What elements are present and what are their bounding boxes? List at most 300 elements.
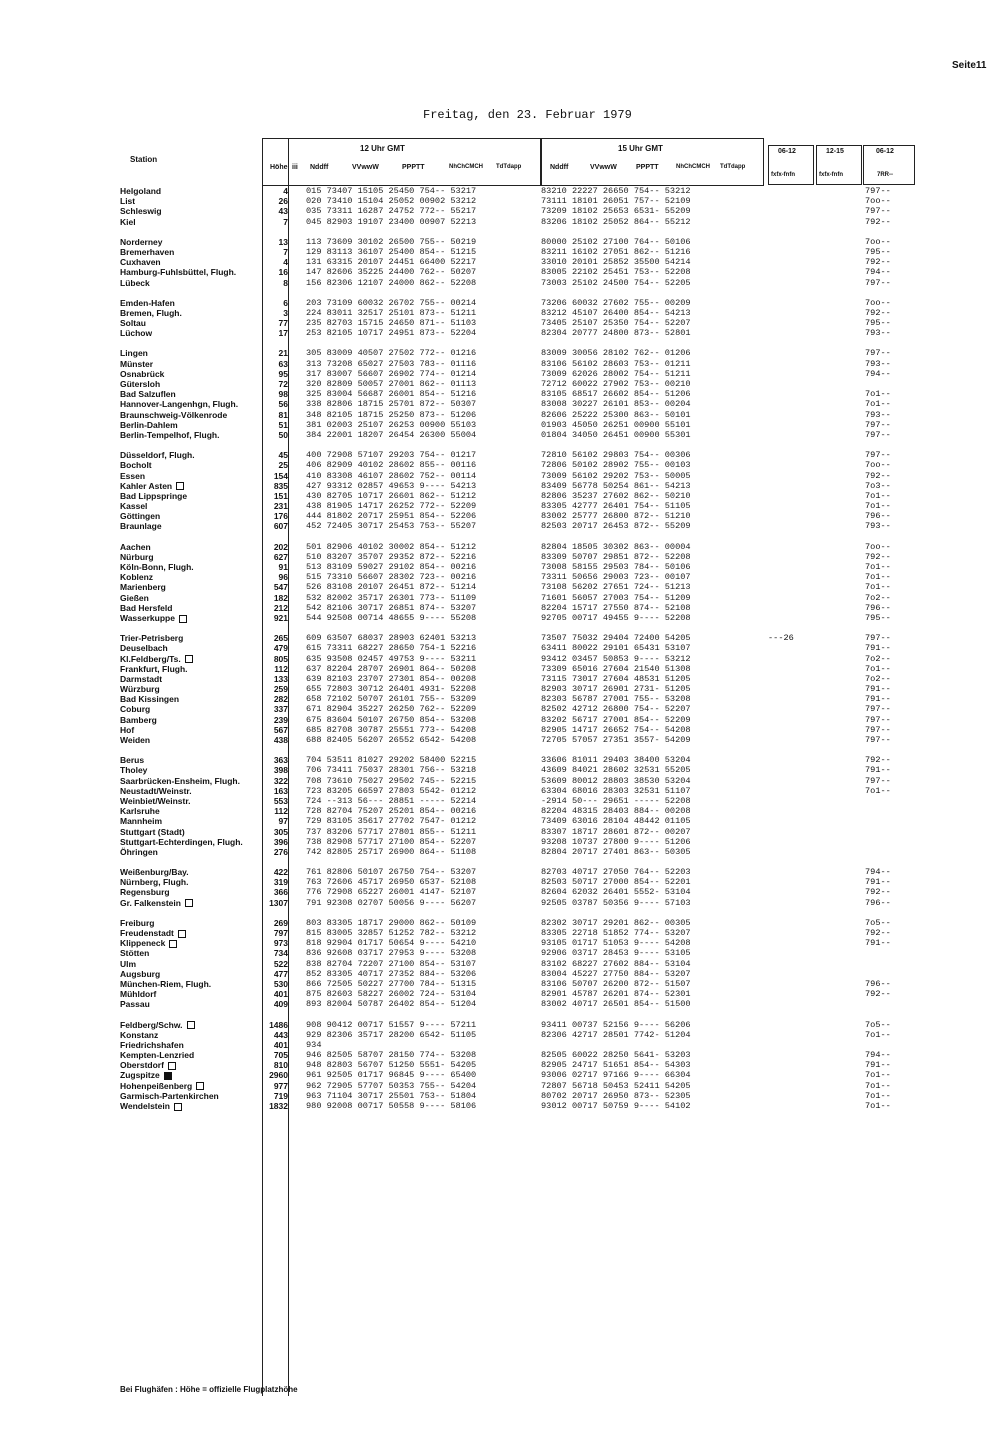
header-col-pppt-15: PPPTT	[636, 164, 659, 171]
rr-value	[865, 389, 915, 399]
station-height	[262, 1070, 288, 1080]
obs-15	[541, 521, 761, 531]
group-gap	[306, 857, 536, 867]
rr-value	[865, 501, 915, 511]
obs-15	[541, 918, 761, 928]
obs-12	[306, 1020, 536, 1030]
station-name	[120, 979, 262, 989]
rr-value	[865, 196, 915, 206]
station-height-text: 212	[273, 602, 288, 613]
rr-value	[865, 674, 915, 684]
rr-value	[865, 267, 915, 277]
station-height-text: 366	[273, 887, 288, 898]
obs-12	[306, 542, 536, 552]
station-height-text: 72	[278, 379, 288, 389]
station-height-text: 56	[278, 399, 288, 410]
obs-15	[541, 725, 761, 735]
station-height	[262, 450, 288, 460]
rr-value-text: 7o1--	[865, 1090, 891, 1101]
obs-15	[541, 450, 761, 460]
group-gap	[262, 857, 288, 867]
obs-12	[306, 959, 536, 969]
rr-value-text: 793--	[865, 358, 891, 369]
rr-value	[865, 633, 915, 643]
obs-15	[541, 206, 761, 216]
header-iii: iii	[292, 164, 298, 171]
period-value	[768, 847, 812, 857]
station-height	[262, 562, 288, 572]
rr-value	[865, 664, 915, 674]
obs-12	[306, 328, 536, 338]
period-value	[768, 887, 812, 897]
period-value	[768, 369, 812, 379]
station-name-text: Kempten-Lenzried	[120, 1050, 195, 1061]
obs-12-text: 253 82105 10717 24951 873-- 52204	[306, 328, 477, 339]
station-name-text: Frankfurt, Flugh.	[120, 663, 188, 674]
group-gap	[865, 338, 915, 348]
obs-15-text: 73309 65016 27604 21540 51308	[541, 663, 691, 674]
obs-15	[541, 633, 761, 643]
station-name-text: Tholey	[120, 765, 148, 776]
rr-value	[865, 298, 915, 308]
obs-15	[541, 948, 761, 958]
obs-12	[306, 816, 536, 826]
period-value	[768, 654, 812, 664]
obs-12	[306, 827, 536, 837]
station-name-text: Darmstadt	[120, 673, 163, 684]
obs-15	[541, 806, 761, 816]
obs-15-text: 83106 56102 28603 753-- 01211	[541, 358, 691, 369]
header-col-nh-15: NhChCMCH	[676, 164, 710, 170]
period-value	[768, 430, 812, 440]
obs-15	[541, 979, 761, 989]
obs-15	[541, 786, 761, 796]
rr-value	[865, 348, 915, 358]
rr-value	[865, 562, 915, 572]
obs-12-text: 637 82204 28707 26901 864-- 50208	[306, 663, 477, 674]
group-gap	[865, 908, 915, 918]
obs-12	[306, 969, 536, 979]
period-value	[768, 359, 812, 369]
obs-15-text: 83309 50707 29851 872-- 52208	[541, 551, 691, 562]
station-name	[120, 694, 262, 704]
station-name	[120, 450, 262, 460]
obs-12-text: 305 83009 40507 27502 772-- 01216	[306, 348, 477, 359]
station-name-text: Saarbrücken-Ensheim, Flugh.	[120, 775, 240, 786]
group-gap	[865, 227, 915, 237]
station-height-text: 25	[278, 460, 288, 471]
obs-15-text: 73009 62026 28002 754-- 51211	[541, 368, 691, 379]
obs-12-text: 131 63315 20107 24451 66400 52217	[306, 257, 477, 268]
station-name-text: Freudenstadt	[120, 928, 174, 938]
obs-15-text: 82905 14717 26652 754-- 54208	[541, 724, 691, 735]
station-name-text: Coburg	[120, 704, 151, 715]
station-name	[120, 430, 262, 440]
obs-12-text: 962 72905 57707 50353 755-- 54204	[306, 1080, 477, 1091]
period-06-12-column	[768, 186, 812, 1121]
period-value	[768, 959, 812, 969]
obs-12-text: 688 82405 56207 26552 6542- 54208	[306, 735, 477, 745]
obs-12	[306, 399, 536, 409]
period-value	[768, 603, 812, 613]
obs-12	[306, 898, 536, 908]
rr-value	[865, 552, 915, 562]
rr-value-text: 7o2--	[865, 592, 891, 603]
rr-value-text: 797--	[865, 704, 891, 715]
group-gap	[306, 745, 536, 755]
station-name	[120, 420, 262, 430]
group-gap	[541, 1111, 761, 1121]
rr-value-text: 7oo--	[865, 196, 891, 207]
period-value	[768, 765, 812, 775]
obs-12-text: 728 82704 75207 25201 854-- 00216	[306, 806, 477, 817]
rr-value-text: 792--	[865, 551, 891, 562]
station-name-text: List	[120, 196, 136, 207]
obs-12-text: 224 83011 32517 25101 873-- 51211	[306, 307, 477, 318]
obs-12	[306, 237, 536, 247]
group-gap	[262, 1111, 288, 1121]
station-height	[262, 410, 288, 420]
obs-15	[541, 562, 761, 572]
obs-15	[541, 1081, 761, 1091]
station-name	[120, 959, 262, 969]
rr-value	[865, 715, 915, 725]
obs-15	[541, 969, 761, 979]
obs-15	[541, 674, 761, 684]
obs-12	[306, 664, 536, 674]
obs-12-text: 675 83604 50107 26750 854-- 53208	[306, 714, 477, 725]
header-period-2: 12-15	[826, 148, 844, 155]
obs-12-text: 400 72908 57107 29203 754-- 01217	[306, 450, 477, 461]
obs-15	[541, 582, 761, 592]
header-hoehe: Höhe	[270, 164, 288, 171]
station-height-text: 835	[273, 480, 288, 491]
station-height-text: 95	[278, 368, 288, 379]
obs-15-text: 33606 81011 29403 38400 53204	[541, 755, 691, 766]
station-height-text: 438	[273, 735, 288, 745]
obs-12-text: 348 82105 18715 25250 873-- 51206	[306, 409, 477, 420]
obs-15-text: 72810 56102 29803 754-- 00306	[541, 450, 691, 461]
station-height	[262, 420, 288, 430]
station-height-text: 151	[273, 490, 288, 501]
group-gap	[865, 857, 915, 867]
station-height-text: 322	[273, 775, 288, 786]
period-value	[768, 278, 812, 288]
rr-value-text: 7o1--	[865, 572, 891, 583]
obs-12-text: 961 92505 01717 96845 9---- 65400	[306, 1070, 477, 1081]
station-name-text: Augsburg	[120, 968, 161, 979]
rr-value-text: 796--	[865, 978, 891, 989]
station-marker-icon	[169, 940, 177, 948]
station-name	[120, 521, 262, 531]
obs-12-text: 658 72102 50707 26101 755-- 53209	[306, 694, 477, 705]
group-gap	[541, 623, 761, 633]
station-height-text: 705	[273, 1050, 288, 1061]
obs-15	[541, 572, 761, 582]
rr-value	[865, 491, 915, 501]
station-name-text: Helgoland	[120, 186, 162, 196]
rr-value-text: 792--	[865, 470, 891, 481]
obs-12-text: 763 72606 45717 26950 6537- 52108	[306, 877, 477, 888]
station-height-text: 398	[273, 765, 288, 776]
group-gap	[541, 908, 761, 918]
rr-value-text: 797--	[865, 206, 891, 217]
rr-value	[865, 837, 915, 847]
obs-15-text: 73008 58155 29503 784-- 50106	[541, 562, 691, 572]
station-height-text: 401	[273, 989, 288, 1000]
station-height	[262, 460, 288, 470]
station-height-text: 422	[273, 867, 288, 878]
period-value	[768, 948, 812, 958]
rr-value	[865, 999, 915, 1009]
obs-15-text: 82302 30717 29201 862-- 00305	[541, 917, 691, 928]
station-name	[120, 552, 262, 562]
header-col-pppt: PPPTT	[402, 164, 425, 171]
obs-12-text: 852 83305 40717 27352 884-- 53206	[306, 968, 477, 979]
obs-12	[306, 511, 536, 521]
obs-15-text: 72705 57057 27351 3557- 54209	[541, 735, 691, 745]
station-name	[120, 928, 262, 938]
obs-15-text: 72712 60022 27902 753-- 00210	[541, 379, 691, 389]
station-name-text: Bad Kissingen	[120, 694, 180, 705]
station-name	[120, 308, 262, 318]
station-name	[120, 948, 262, 958]
rr-value	[865, 430, 915, 440]
station-height	[262, 481, 288, 491]
obs-15	[541, 643, 761, 653]
obs-12-text: 838 82704 72207 27100 854-- 53107	[306, 958, 477, 969]
station-name	[120, 481, 262, 491]
station-name	[120, 613, 262, 623]
obs-12-text: 526 83108 20107 26451 872-- 51214	[306, 582, 477, 593]
rr-value	[865, 247, 915, 257]
obs-15-text: 83202 56717 27001 854-- 52209	[541, 714, 691, 725]
station-height	[262, 674, 288, 684]
station-name	[120, 999, 262, 1009]
rr-value-text: 7o1--	[865, 1070, 891, 1081]
station-marker-icon	[178, 930, 186, 938]
footnote: Bei Flughäfen : Höhe = offizielle Flugplatzhöhe	[120, 1385, 298, 1394]
obs-12	[306, 369, 536, 379]
rr-value-text: 791--	[865, 643, 891, 654]
obs-12-text: 723 83205 66597 27803 5542- 01212	[306, 785, 477, 796]
obs-12	[306, 471, 536, 481]
group-gap	[306, 440, 536, 450]
rr-value-text: 7o1--	[865, 582, 891, 593]
station-name-text: Lübeck	[120, 277, 150, 288]
obs-15-text: 33010 20101 25852 35500 54214	[541, 257, 691, 268]
obs-12	[306, 715, 536, 725]
rr-value-text: 797--	[865, 429, 891, 440]
station-name	[120, 664, 262, 674]
period-value	[768, 399, 812, 409]
obs-12-text: 737 83206 57717 27801 855-- 51211	[306, 826, 477, 837]
group-gap	[865, 1010, 915, 1020]
period-value	[768, 704, 812, 714]
obs-12	[306, 938, 536, 948]
rr-value-text: 7o1--	[865, 1080, 891, 1091]
station-height	[262, 1101, 288, 1111]
station-name	[120, 1060, 262, 1070]
station-height	[262, 196, 288, 206]
station-marker-icon	[164, 1072, 172, 1080]
station-height-text: 269	[273, 917, 288, 928]
group-gap	[541, 1010, 761, 1020]
obs-12	[306, 420, 536, 430]
rr-value	[865, 765, 915, 775]
group-gap	[120, 532, 262, 542]
station-height-text: 239	[273, 714, 288, 725]
rr-value-text: 7o5--	[865, 1019, 891, 1030]
station-name	[120, 918, 262, 928]
station-name	[120, 460, 262, 470]
rr-value	[865, 369, 915, 379]
obs-15	[541, 847, 761, 857]
station-name-text: Wasserkuppe	[120, 612, 175, 623]
station-name	[120, 898, 262, 908]
obs-12-text: 045 82903 19107 23400 00907 52213	[306, 216, 477, 227]
station-height-text: 530	[273, 978, 288, 989]
obs-12	[306, 867, 536, 877]
station-name-text: Bocholt	[120, 460, 152, 471]
column-line-iii	[288, 138, 289, 1396]
page-date: Freitag, den 23. Februar 1979	[423, 108, 632, 122]
period-value	[768, 186, 812, 196]
station-height-text: 973	[273, 938, 288, 949]
obs-12	[306, 1070, 536, 1080]
rr-value	[865, 481, 915, 491]
obs-15	[541, 471, 761, 481]
obs-15	[541, 776, 761, 786]
period-value	[768, 755, 812, 765]
station-height	[262, 948, 288, 958]
obs-15-text: 83106 50707 26200 872-- 51507	[541, 978, 691, 989]
station-height-text: 51	[278, 419, 288, 430]
station-name-text: Wendelstein	[120, 1101, 170, 1111]
obs-12	[306, 593, 536, 603]
station-name-text: Öhringen	[120, 846, 158, 857]
rr-value	[865, 1070, 915, 1080]
rr-value-text: 797--	[865, 419, 891, 430]
rr-value	[865, 887, 915, 897]
station-name-text: Lüchow	[120, 328, 153, 339]
station-height	[262, 999, 288, 1009]
obs-15-text: 53609 80012 28803 38530 53204	[541, 775, 691, 786]
obs-12	[306, 725, 536, 735]
station-height	[262, 471, 288, 481]
station-name	[120, 582, 262, 592]
station-name	[120, 511, 262, 521]
rr-value	[865, 755, 915, 765]
obs-12-text: 325 83004 56687 26001 854-- 51216	[306, 389, 477, 400]
obs-12	[306, 217, 536, 227]
station-name	[120, 1091, 262, 1101]
period-value	[768, 837, 812, 847]
header-sub-2: fxfx-fnfn	[819, 172, 843, 178]
group-gap	[262, 745, 288, 755]
station-name	[120, 643, 262, 653]
station-marker-icon	[185, 655, 193, 663]
station-height	[262, 1030, 288, 1040]
obs-15-text: 73409 63016 28104 48442 01105	[541, 816, 691, 827]
obs-15-text: 82804 18505 30302 863-- 00004	[541, 541, 691, 552]
obs-12	[306, 877, 536, 887]
obs-15-text: 82304 20777 24800 873-- 52801	[541, 328, 691, 339]
station-name-text: Bad Hersfeld	[120, 602, 173, 613]
period-value	[768, 521, 812, 531]
station-height-text: 77	[278, 318, 288, 329]
obs-12-text: 129 83113 36107 25400 854-- 51215	[306, 246, 477, 257]
station-height-text: 91	[278, 562, 288, 572]
group-gap	[120, 1111, 262, 1121]
period-value	[768, 613, 812, 623]
obs-12-text: 313 73208 65027 27503 783-- 01116	[306, 358, 477, 369]
obs-12-text: 513 83109 59027 29102 854-- 00216	[306, 562, 477, 572]
period-value	[768, 806, 812, 816]
rr-value	[865, 938, 915, 948]
station-height	[262, 796, 288, 806]
obs-15	[541, 410, 761, 420]
obs-12-text: 934	[306, 1039, 322, 1050]
obs-12-text: 708 73610 75027 29502 745-- 52215	[306, 775, 477, 786]
obs-12	[306, 186, 536, 196]
obs-15-text: 93208 10737 27800 9---- 51206	[541, 836, 691, 847]
group-gap	[768, 1111, 812, 1121]
obs-12	[306, 572, 536, 582]
obs-15	[541, 887, 761, 897]
obs-12	[306, 806, 536, 816]
station-height-text: 797	[273, 928, 288, 938]
obs-15	[541, 816, 761, 826]
obs-12	[306, 765, 536, 775]
group-gap	[768, 440, 812, 450]
header-12-gmt: 12 Uhr GMT	[360, 144, 405, 153]
station-name-text: Gr. Falkenstein	[120, 897, 181, 908]
station-height	[262, 928, 288, 938]
obs-15-text: 83210 22227 26650 754-- 53212	[541, 186, 691, 196]
rr-value-text: 792--	[865, 887, 891, 898]
rr-value-text: 794--	[865, 867, 891, 878]
station-name	[120, 328, 262, 338]
obs-12	[306, 948, 536, 958]
group-gap	[120, 857, 262, 867]
station-name	[120, 765, 262, 775]
period-value	[768, 511, 812, 521]
obs-15-text: 82806 35237 27602 862-- 50210	[541, 490, 691, 501]
obs-12	[306, 1030, 536, 1040]
obs-12	[306, 755, 536, 765]
station-name-text: Regensburg	[120, 887, 170, 898]
group-gap	[768, 857, 812, 867]
rr-value	[865, 379, 915, 389]
obs-12-text: 738 82908 57717 27100 854-- 52207	[306, 836, 477, 847]
group-gap	[865, 745, 915, 755]
station-height-text: 719	[273, 1090, 288, 1101]
obs-12	[306, 552, 536, 562]
rr-value	[865, 206, 915, 216]
station-height	[262, 877, 288, 887]
station-name-text: Düsseldorf, Flugh.	[120, 450, 195, 461]
obs-15-text: 83008 30227 26101 853-- 00204	[541, 399, 691, 410]
obs-15	[541, 664, 761, 674]
group-gap	[262, 227, 288, 237]
obs-15-text: 83206 18102 25052 864-- 55212	[541, 216, 691, 227]
header-15-gmt: 15 Uhr GMT	[618, 144, 663, 153]
obs-12	[306, 674, 536, 684]
obs-12-text: 815 83005 32857 51252 782-- 53212	[306, 928, 477, 938]
station-name	[120, 206, 262, 216]
group-gap	[768, 623, 812, 633]
